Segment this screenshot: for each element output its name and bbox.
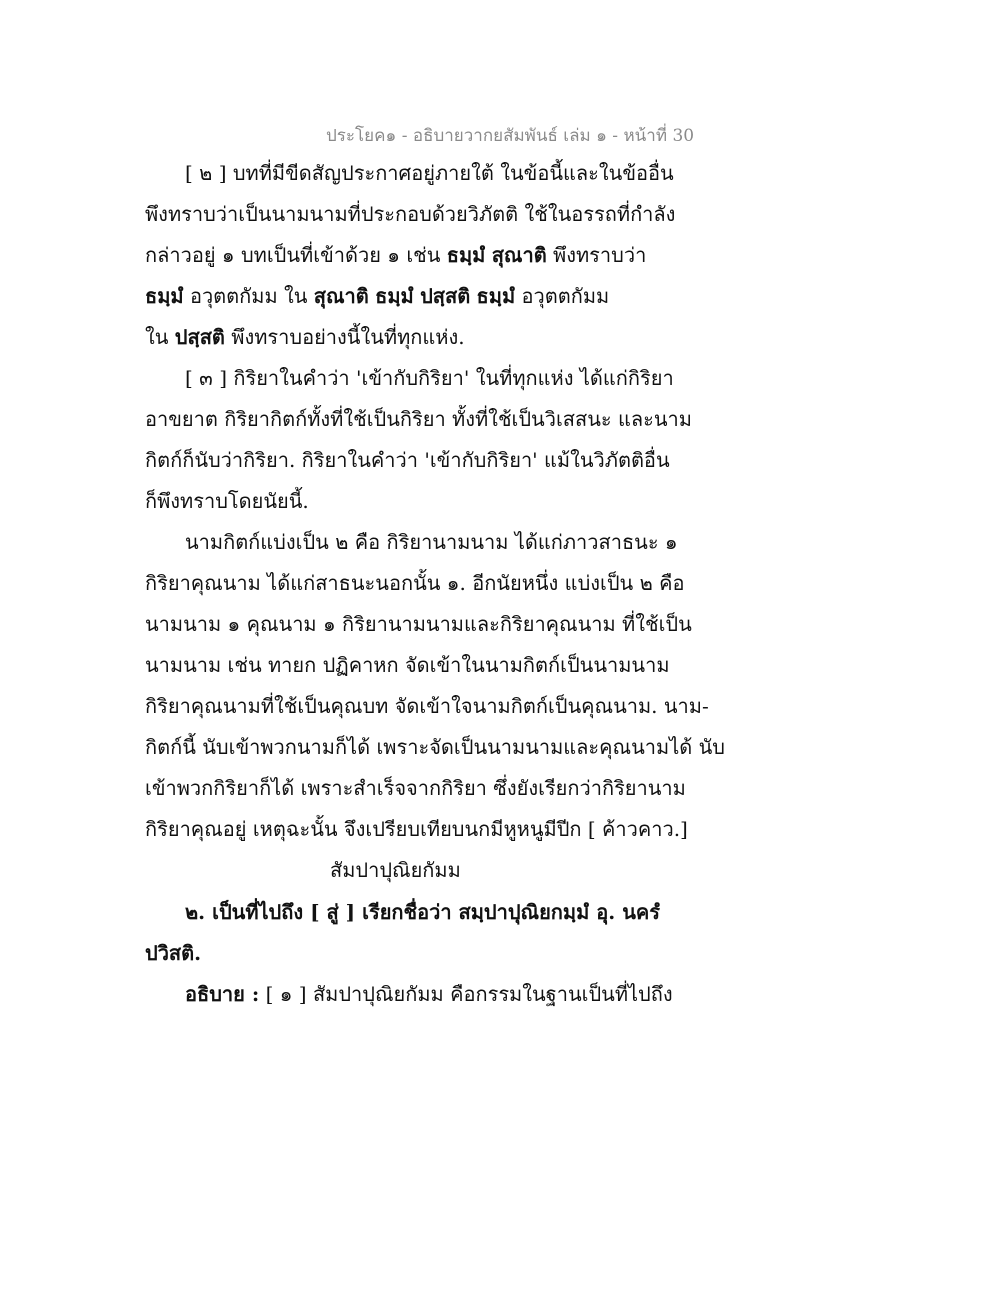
- paragraph-line: กิริยาคุณนาม ได้แก่สาธนะนอกนั้น ๑. อีกนัยหนึ่ง แบ่งเป็น ๒ คือ: [145, 571, 685, 595]
- paragraph-line: นามนาม ๑ คุณนาม ๑ กิริยานามนามและกิริยาคุณนาม ที่ใช้เป็น: [145, 612, 692, 636]
- text-run: อวุตตกัมม ใน: [189, 284, 308, 308]
- pali-term: สุณาติ: [491, 243, 547, 267]
- paragraph-line: [ ๓ ] กิริยาในคำว่า 'เข้ากับกิริยา' ในที่ทุกแห่ง ได้แก่กิริยา: [185, 366, 674, 390]
- pali-term: สุณาติ: [313, 284, 369, 308]
- running-header: ประโยค๑ - อธิบายวากยสัมพันธ์ เล่ม ๑ - หน้าที่ 30: [326, 126, 695, 146]
- paragraph-line: กิตก์ก็นับว่ากิริยา. กิริยาในคำว่า 'เข้ากับกิริยา' แม้ในวิภัตติอื่น: [145, 448, 670, 472]
- pali-term: ธมฺมํ: [145, 284, 184, 308]
- rule-text: ๒. เป็นที่ไปถึง [ สู่ ] เรียกชื่อว่า สมฺปาปุณิยกมฺมํ อุ. นครํ: [185, 900, 660, 924]
- pali-term: ปสฺสติ: [174, 325, 225, 349]
- paragraph-line: [145, 245, 845, 265]
- paragraph-line: [145, 943, 845, 963]
- paragraph-line: [ ๒ ] บทที่มีขีดสัญประกาศอยู่ภายใต้ ในข้อนี้และในข้ออื่น: [185, 161, 674, 185]
- explanation-label: อธิบาย :: [185, 982, 260, 1006]
- pali-term: ธมฺมํ: [375, 284, 414, 308]
- text-run: พึงทราบอย่างนี้ในที่ทุกแห่ง.: [231, 325, 465, 349]
- rule-text: ปวิสติ.: [145, 941, 202, 965]
- paragraph-line: [185, 902, 885, 922]
- paragraph-line: ก็พึงทราบโดยนัยนี้.: [145, 489, 309, 513]
- section-title: สัมปาปุณิยกัมม: [330, 858, 461, 882]
- paragraph-line: กิริยาคุณนามที่ใช้เป็นคุณบท จัดเข้าใจนามกิตก์เป็นคุณนาม. นาม-: [145, 694, 709, 718]
- text-run: ใน: [145, 325, 169, 349]
- paragraph-line: กิริยาคุณอยู่ เหตุฉะนั้น จึงเปรียบเทียบนกมีหูหนูมีปีก [ ค้าวคาว.]: [145, 817, 688, 841]
- paragraph-line: [185, 984, 885, 1004]
- text-run: กล่าวอยู่ ๑ บทเป็นที่เข้าด้วย ๑ เช่น: [145, 243, 441, 267]
- paragraph-line: [145, 327, 845, 347]
- paragraph-line: อาขยาต กิริยากิตก์ทั้งที่ใช้เป็นกิริยา ทั้งที่ใช้เป็นวิเสสนะ และนาม: [145, 407, 692, 431]
- paragraph-line: นามกิตก์แบ่งเป็น ๒ คือ กิริยานามนาม ได้แก่ภาวสาธนะ ๑: [185, 530, 678, 554]
- pali-term: ปสฺสติ: [420, 284, 471, 308]
- pali-term: ธมฺมํ: [476, 284, 516, 308]
- text-run: พึงทราบว่า: [553, 243, 647, 267]
- text-run: [ ๑ ] สัมปาปุณิยกัมม คือกรรมในฐานเป็นที่ไปถึง: [265, 982, 673, 1006]
- pali-term: ธมฺมํ: [446, 243, 486, 267]
- paragraph-line: [145, 286, 845, 306]
- paragraph-line: เข้าพวกกิริยาก็ได้ เพราะสำเร็จจากกิริยา ซึ่งยังเรียกว่ากิริยานาม: [145, 776, 686, 800]
- paragraph-line: นามนาม เช่น ทายก ปฏิคาหก จัดเข้าในนามกิตก์เป็นนามนาม: [145, 653, 670, 677]
- paragraph-line: กิตก์นี้ นับเข้าพวกนามก็ได้ เพราะจัดเป็นนามนามและคุณนามได้ นับ: [145, 735, 725, 759]
- text-run: อวุตตกัมม: [521, 284, 610, 308]
- paragraph-line: พึงทราบว่าเป็นนามนามที่ประกอบด้วยวิภัตติ ใช้ในอรรถที่กำลัง: [145, 202, 676, 226]
